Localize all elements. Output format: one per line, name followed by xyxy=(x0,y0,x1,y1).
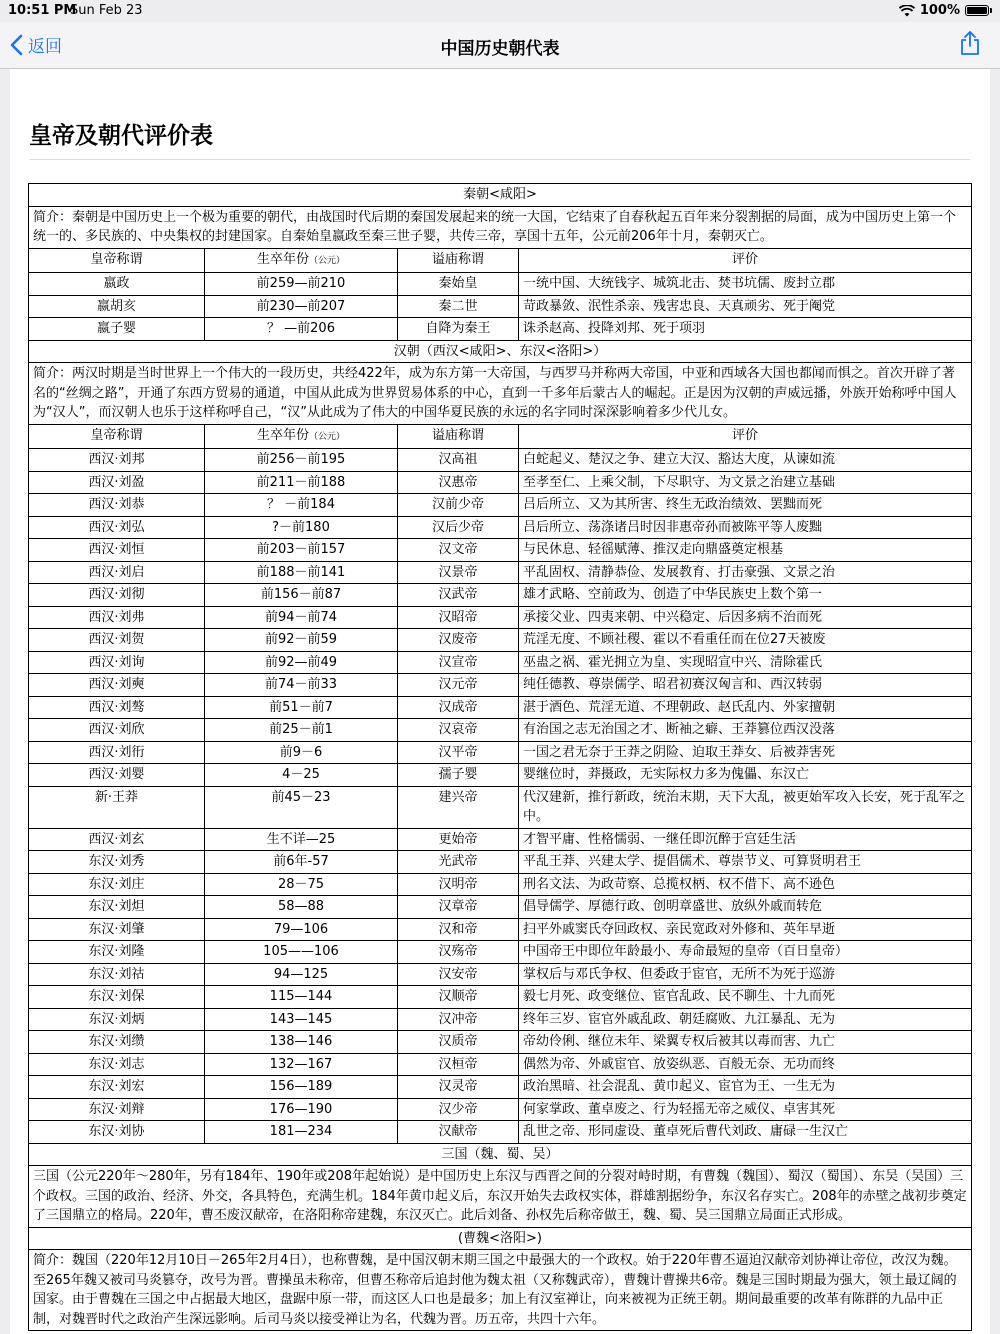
evaluation: 代汉建新，推行新政，统治末期，天下大乱，被更始军攻入长安，死于乱军之中。 xyxy=(519,786,972,828)
table-row xyxy=(29,516,972,539)
emperor-name: 东汉·刘肇 xyxy=(29,918,205,941)
table-row xyxy=(29,696,972,719)
header-years-unit: （公元） xyxy=(309,431,346,442)
section-title-row xyxy=(29,340,972,363)
emperor-name: 西汉·刘婴 xyxy=(29,764,205,787)
evaluation: 白蛇起义、楚汉之争、建立大汉、豁达大度，从谏如流 xyxy=(519,449,972,472)
life-years: 前259—前210 xyxy=(205,273,398,296)
evaluation: 帝幼伶俐、继位未年、梁翼专权后被其以毒而害、九亡 xyxy=(519,1031,972,1054)
header-posthumous: 谥庙称谓 xyxy=(398,248,519,273)
posthumous-title: 秦二世 xyxy=(398,295,519,318)
table-row xyxy=(29,561,972,584)
section-title: 汉朝（西汉<咸阳>、东汉<洛阳>） xyxy=(29,340,972,363)
table-row xyxy=(29,1098,972,1121)
header-evaluation: 评价 xyxy=(519,424,972,449)
posthumous-title: 汉安帝 xyxy=(398,963,519,986)
emperor-name: 西汉·刘贺 xyxy=(29,629,205,652)
emperor-name: 西汉·刘询 xyxy=(29,651,205,674)
section-intro-row xyxy=(29,1250,972,1331)
life-years: 79—106 xyxy=(205,918,398,941)
emperor-table-body xyxy=(29,184,972,1331)
emperor-name: 东汉·刘缵 xyxy=(29,1031,205,1054)
evaluation: 倡导儒学、厚德行政、创明章盛世、放纵外戚而转危 xyxy=(519,896,972,919)
life-years: 前188－前141 xyxy=(205,561,398,584)
section-intro-row xyxy=(29,1166,972,1228)
emperor-name: 新·王莽 xyxy=(29,786,205,828)
section-intro-row xyxy=(29,206,972,248)
section-title: 秦朝<咸阳> xyxy=(29,184,972,207)
emperor-name: 西汉·刘奭 xyxy=(29,674,205,697)
life-years: 前9－6 xyxy=(205,741,398,764)
back-label: 返回 xyxy=(28,37,62,57)
life-years: 138—146 xyxy=(205,1031,398,1054)
life-years: 132—167 xyxy=(205,1053,398,1076)
evaluation: 政治黑暗、社会混乱、黄巾起义、宦官为王、一生无为 xyxy=(519,1076,972,1099)
evaluation: 诛杀赵高、投降刘邦、死于项羽 xyxy=(519,318,972,341)
table-row xyxy=(29,651,972,674)
evaluation: 雄才武略、空前政为、创造了中华民族史上数个第一 xyxy=(519,584,972,607)
table-row xyxy=(29,986,972,1009)
status-time: 10:51 PM xyxy=(8,3,77,18)
status-bar xyxy=(0,0,1000,22)
posthumous-title: 汉平帝 xyxy=(398,741,519,764)
table-row xyxy=(29,1008,972,1031)
life-years: 前203－前157 xyxy=(205,539,398,562)
posthumous-title: 汉冲帝 xyxy=(398,1008,519,1031)
evaluation: 一国之君无奈于王莽之阴险、迫取王莽女、后被莽害死 xyxy=(519,741,972,764)
posthumous-title: 汉桓帝 xyxy=(398,1053,519,1076)
posthumous-title: 秦始皇 xyxy=(398,273,519,296)
evaluation: 何家掌政、董卓废之、行为轻摇无帝之威仪、卓害其死 xyxy=(519,1098,972,1121)
life-years: 前230—前207 xyxy=(205,295,398,318)
table-row xyxy=(29,963,972,986)
posthumous-title: 汉文帝 xyxy=(398,539,519,562)
posthumous-title: 汉顺帝 xyxy=(398,986,519,1009)
life-years: 105——106 xyxy=(205,941,398,964)
life-years: 前92—前49 xyxy=(205,651,398,674)
battery-nub xyxy=(990,8,992,13)
life-years: 前92－前59 xyxy=(205,629,398,652)
emperor-name: 西汉·刘启 xyxy=(29,561,205,584)
column-header-row xyxy=(29,424,972,449)
posthumous-title: 建兴帝 xyxy=(398,786,519,828)
header-evaluation: 评价 xyxy=(519,248,972,273)
table-row xyxy=(29,851,972,874)
life-years: 前6年-57 xyxy=(205,851,398,874)
posthumous-title: 孺子婴 xyxy=(398,764,519,787)
table-row xyxy=(29,1121,972,1144)
emperor-name: 西汉·刘邦 xyxy=(29,449,205,472)
evaluation: 扫平外戚窦氏夺回政权、亲民宽政对外修和、英年早逝 xyxy=(519,918,972,941)
status-date: Sun Feb 23 xyxy=(70,3,143,18)
header-name: 皇帝称谓 xyxy=(29,424,205,449)
nav-title: 中国历史朝代表 xyxy=(440,39,560,59)
document-title: 皇帝及朝代评价表 xyxy=(29,123,213,149)
life-years: ？ －前184 xyxy=(205,494,398,517)
section-title: 三国（魏、蜀、吴） xyxy=(29,1143,972,1166)
emperor-name: 东汉·刘庄 xyxy=(29,873,205,896)
table-row xyxy=(29,471,972,494)
section-title-row xyxy=(29,1143,972,1166)
battery-icon xyxy=(965,5,989,16)
life-years: 156—189 xyxy=(205,1076,398,1099)
emperor-name: 东汉·刘协 xyxy=(29,1121,205,1144)
emperor-name: 西汉·刘弗 xyxy=(29,606,205,629)
life-years: 58—88 xyxy=(205,896,398,919)
table-row xyxy=(29,674,972,697)
life-years: 4－25 xyxy=(205,764,398,787)
evaluation: 平乱王莽、兴建太学、提倡儒术、尊崇节义、可算贤明君王 xyxy=(519,851,972,874)
table-row xyxy=(29,273,972,296)
table-row xyxy=(29,764,972,787)
posthumous-title: 汉哀帝 xyxy=(398,719,519,742)
table-row xyxy=(29,606,972,629)
emperor-name: 东汉·刘宏 xyxy=(29,1076,205,1099)
share-icon xyxy=(960,30,980,56)
life-years: 前156－前87 xyxy=(205,584,398,607)
posthumous-title: 汉章帝 xyxy=(398,896,519,919)
evaluation: 毅七月死、政变继位、宦官乱政、民不聊生、十九而死 xyxy=(519,986,972,1009)
emperor-table xyxy=(28,183,972,1331)
evaluation: 有治国之志无治国之才、断袖之癖、王莽篡位西汉没落 xyxy=(519,719,972,742)
evaluation: 纯任德教、尊崇儒学、昭君初赛汉匈言和、西汉转弱 xyxy=(519,674,972,697)
emperor-name: 嬴子婴 xyxy=(29,318,205,341)
emperor-name: 东汉·刘保 xyxy=(29,986,205,1009)
emperor-name: 东汉·刘祜 xyxy=(29,963,205,986)
table-row xyxy=(29,828,972,851)
life-years: 前74－前33 xyxy=(205,674,398,697)
header-years xyxy=(205,248,398,273)
section-intro: 简介：两汉时期是当时世界上一个伟大的一段历史，共经422年，成为东方第一大帝国，与西罗马并称两大帝国，中亚和西域各大国也都闻而惧之。首次开辟了著名的“丝绸之路”，开通了东西方贸易的通道，中国从此成为世界贸易体系的中心，直到一千多年后蒙古人的崛起。正是因为汉朝的声威远播，外族开始称呼中国人为“汉人”，而汉朝人也乐于这样称呼自己，“汉”从此成为了伟大的中国华夏民族的永远的名字同时深深影响着多少代儿女。 xyxy=(29,363,972,425)
status-right xyxy=(899,3,992,18)
table-row xyxy=(29,449,972,472)
life-years: 前94－前74 xyxy=(205,606,398,629)
posthumous-title: 汉后少帝 xyxy=(398,516,519,539)
header-posthumous: 谥庙称谓 xyxy=(398,424,519,449)
table-row xyxy=(29,494,972,517)
posthumous-title: 汉殇帝 xyxy=(398,941,519,964)
life-years: 前25－前1 xyxy=(205,719,398,742)
table-row xyxy=(29,941,972,964)
evaluation: 终年三岁、宦官外戚乱政、朝廷腐败、九江暴乱、无为 xyxy=(519,1008,972,1031)
posthumous-title: 汉宣帝 xyxy=(398,651,519,674)
section-title-row xyxy=(29,184,972,207)
evaluation: 吕后所立、荡涤诸吕时因非惠帝孙而被陈平等人废黜 xyxy=(519,516,972,539)
posthumous-title: 汉昭帝 xyxy=(398,606,519,629)
life-years: ?－前180 xyxy=(205,516,398,539)
title-divider xyxy=(29,159,970,160)
evaluation: 掌权后与邓氏争权、但委政于宦官，无所不为死于巡游 xyxy=(519,963,972,986)
column-header-row xyxy=(29,248,972,273)
emperor-name: 东汉·刘志 xyxy=(29,1053,205,1076)
header-years xyxy=(205,424,398,449)
wifi-icon xyxy=(899,5,915,17)
section-intro: 简介：秦朝是中国历史上一个极为重要的朝代，由战国时代后期的秦国发展起来的统一大国，它结束了自春秋起五百年来分裂割据的局面，成为中国历史上第一个统一的、多民族的、中央集权的封建国家。自秦始皇嬴政至秦三世子婴，共传三帝，享国十五年，公元前206年十月，秦朝灭亡。 xyxy=(29,206,972,248)
life-years: 176—190 xyxy=(205,1098,398,1121)
evaluation: 一统中国、大统钱字、城筑北击、焚书坑儒、废封立郡 xyxy=(519,273,972,296)
table-row xyxy=(29,1053,972,1076)
posthumous-title: 汉献帝 xyxy=(398,1121,519,1144)
evaluation: 承接父业、四夷来朝、中兴稳定、后因多病不治而死 xyxy=(519,606,972,629)
emperor-name: 西汉·刘欣 xyxy=(29,719,205,742)
section-title-row xyxy=(29,1227,972,1250)
posthumous-title: 更始帝 xyxy=(398,828,519,851)
navigation-bar xyxy=(0,22,1000,69)
emperor-name: 西汉·刘恒 xyxy=(29,539,205,562)
posthumous-title: 汉废帝 xyxy=(398,629,519,652)
posthumous-title: 汉灵帝 xyxy=(398,1076,519,1099)
evaluation: 巫蛊之祸、霍光拥立为皇、实现昭宣中兴、清除霍氏 xyxy=(519,651,972,674)
battery-percent: 100% xyxy=(919,3,960,18)
posthumous-title: 汉质帝 xyxy=(398,1031,519,1054)
table-row xyxy=(29,539,972,562)
header-years-unit: （公元） xyxy=(309,255,346,266)
life-years: 94—125 xyxy=(205,963,398,986)
evaluation: 乱世之帝、形同虚设、董卓死后曹代刘政、庸碌一生汉亡 xyxy=(519,1121,972,1144)
evaluation: 刑名文法、为政苛察、总揽权柄、权不借下、高不逊色 xyxy=(519,873,972,896)
table-row xyxy=(29,295,972,318)
table-row xyxy=(29,629,972,652)
emperor-name: 东汉·刘辩 xyxy=(29,1098,205,1121)
emperor-name: 西汉·刘衎 xyxy=(29,741,205,764)
emperor-name: 西汉·刘彻 xyxy=(29,584,205,607)
posthumous-title: 汉和帝 xyxy=(398,918,519,941)
table-row xyxy=(29,318,972,341)
emperor-name: 西汉·刘玄 xyxy=(29,828,205,851)
posthumous-title: 汉前少帝 xyxy=(398,494,519,517)
life-years: 181—234 xyxy=(205,1121,398,1144)
table-row xyxy=(29,786,972,828)
posthumous-title: 汉成帝 xyxy=(398,696,519,719)
section-intro: 简介：魏国（220年12月10日－265年2月4日），也称曹魏，是中国汉朝末期三国之中最强大的一个政权。始于220年曹丕逼迫汉献帝刘协禅让帝位，改汉为魏。至265年魏又被司马炎篡夺，改号为晋。曹操虽未称帝，但曹丕称帝后追封他为魏太祖（又称魏武帝），曹魏计曹操共6帝。魏是三国时期最为强大，领土最辽阔的国家。由于曹魏在三国之中占据最大地区，盘踞中原一带，而这区人口也是最多；加上有汉室禅让，向来被视为正统王朝。期间最重要的改革有陈群的九品中正制，对魏晋时代之政治产生深远影响。后司马炎以接受禅让为名，代魏为晋。历五帝，共四十六年。 xyxy=(29,1250,972,1331)
evaluation: 偶然为帝、外戚宦官、放姿纵恶、百般无奈、无功而终 xyxy=(519,1053,972,1076)
emperor-name: 西汉·刘盈 xyxy=(29,471,205,494)
emperor-name: 嬴胡亥 xyxy=(29,295,205,318)
evaluation: 至孝至仁、上乘父制，下尽职守、为文景之治建立基础 xyxy=(519,471,972,494)
life-years: ？ —前206 xyxy=(205,318,398,341)
life-years: 前51－前7 xyxy=(205,696,398,719)
posthumous-title: 汉高祖 xyxy=(398,449,519,472)
table-row xyxy=(29,896,972,919)
evaluation: 湛于酒色、荒淫无道、不理朝政、赵氏乱内、外家擅朝 xyxy=(519,696,972,719)
table-row xyxy=(29,873,972,896)
evaluation: 才智平庸、性格懦弱、一继任即沉醉于宫廷生活 xyxy=(519,828,972,851)
emperor-name: 西汉·刘恭 xyxy=(29,494,205,517)
life-years: 前211－前188 xyxy=(205,471,398,494)
section-intro: 三国（公元220年～280年，另有184年、190年或208年起始说）是中国历史上东汉与西晋之间的分裂对峙时期，有曹魏（魏国）、蜀汉（蜀国）、东吴（吴国）三个政权。三国的政治、经济、外交，各具特色，充满生机。184年黄巾起义后，东汉开始失去政权实体，群雄割据纷争，东汉名存实亡。208年的赤壁之战初步奠定了三国鼎立的格局。220年，曹丕废汉献帝，在洛阳称帝建魏，东汉灭亡。此后刘备、孙权先后称帝做王，魏、蜀、吴三国鼎立局面正式形成。 xyxy=(29,1166,972,1228)
table-row xyxy=(29,1031,972,1054)
emperor-name: 东汉·刘隆 xyxy=(29,941,205,964)
evaluation: 中国帝王中即位年龄最小、寿命最短的皇帝（百日皇帝） xyxy=(519,941,972,964)
share-button[interactable] xyxy=(960,30,980,60)
life-years: 115—144 xyxy=(205,986,398,1009)
evaluation: 平乱固权、清静恭俭、发展教育、打击豪强、文景之治 xyxy=(519,561,972,584)
header-name: 皇帝称谓 xyxy=(29,248,205,273)
life-years: 28－75 xyxy=(205,873,398,896)
table-row xyxy=(29,918,972,941)
section-title: (曹魏<洛阳>) xyxy=(29,1227,972,1250)
life-years: 前256－前195 xyxy=(205,449,398,472)
header-years-label: 生卒年份 xyxy=(256,251,309,267)
emperor-name: 嬴政 xyxy=(29,273,205,296)
posthumous-title: 汉惠帝 xyxy=(398,471,519,494)
emperor-name: 西汉·刘骜 xyxy=(29,696,205,719)
posthumous-title: 汉元帝 xyxy=(398,674,519,697)
posthumous-title: 光武帝 xyxy=(398,851,519,874)
posthumous-title: 汉景帝 xyxy=(398,561,519,584)
life-years: 前45－23 xyxy=(205,786,398,828)
table-row xyxy=(29,1076,972,1099)
table-row xyxy=(29,719,972,742)
evaluation: 荒淫无度、不顾社稷、霍以不看重任而在位27天被废 xyxy=(519,629,972,652)
header-years-label: 生卒年份 xyxy=(256,427,309,443)
document-page xyxy=(10,69,990,1334)
life-years: 生不详—25 xyxy=(205,828,398,851)
evaluation: 与民休息、轻徭赋薄、推汉走向鼎盛奠定根基 xyxy=(519,539,972,562)
emperor-name: 东汉·刘炳 xyxy=(29,1008,205,1031)
emperor-name: 东汉·刘秀 xyxy=(29,851,205,874)
table-row xyxy=(29,741,972,764)
life-years: 143—145 xyxy=(205,1008,398,1031)
emperor-name: 西汉·刘弘 xyxy=(29,516,205,539)
posthumous-title: 自降为秦王 xyxy=(398,318,519,341)
posthumous-title: 汉明帝 xyxy=(398,873,519,896)
section-intro-row xyxy=(29,363,972,425)
evaluation: 苛政暴敛、泯性杀亲、残害忠良、天真顽劣、死于阉党 xyxy=(519,295,972,318)
posthumous-title: 汉武帝 xyxy=(398,584,519,607)
posthumous-title: 汉少帝 xyxy=(398,1098,519,1121)
table-row xyxy=(29,584,972,607)
evaluation: 吕后所立、又为其所害、终生无政治绩效、罢黜而死 xyxy=(519,494,972,517)
evaluation: 婴继位时，莽摄政，无实际权力多为傀儡、东汉亡 xyxy=(519,764,972,787)
emperor-name: 东汉·刘炟 xyxy=(29,896,205,919)
